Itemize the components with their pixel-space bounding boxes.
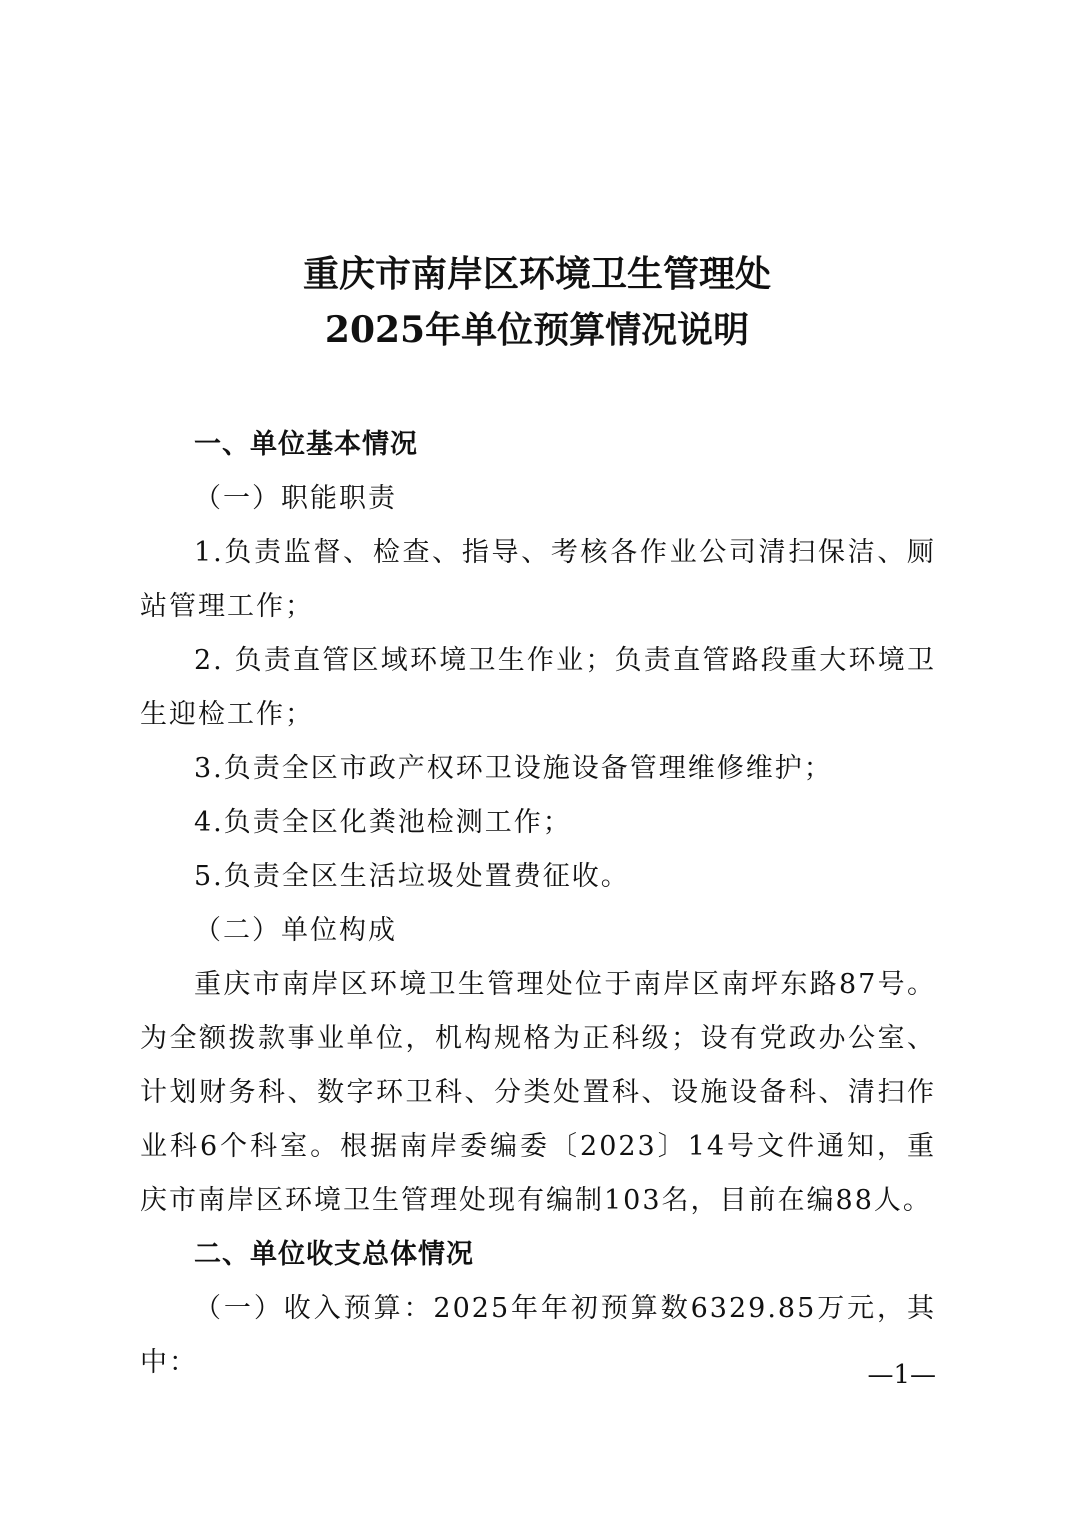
subsection-heading: （二）单位构成 [194, 915, 397, 946]
duty-item: 3.负责全区市政产权环卫设施设备管理维修维护； [194, 753, 833, 784]
body-paragraph: 重庆市南岸区环境卫生管理处位于南岸区南坪东路87号。为全额拨款事业单位，机构规格为正科级；设有党政办公室、计划财务科、数字环卫科、分类处置科、设施设备科、清扫作业科6个科室。根据南岸委编委〔2023〕14号文件通知，重庆市南岸区环境卫生管理处现有编制103名，目前在编88人。 [140, 969, 936, 1216]
section-heading: 一、单位基本情况 [194, 429, 418, 460]
page-number: —1— [867, 1360, 936, 1390]
body-paragraph: （一）收入预算：2025年年初预算数6329.85万元，其中： [140, 1293, 936, 1378]
section-heading: 二、单位收支总体情况 [194, 1239, 474, 1270]
subsection-heading: （一）职能职责 [194, 483, 397, 514]
document-title-line-2: 2025年单位预算情况说明 [324, 309, 750, 351]
duty-item: 1.负责监督、检查、指导、考核各作业公司清扫保洁、厕站管理工作； [140, 537, 936, 622]
duty-item: 5.负责全区生活垃圾处置费征收。 [194, 861, 630, 892]
document-title-line-1: 重庆市南岸区环境卫生管理处 [302, 253, 771, 295]
document-body [140, 418, 936, 1390]
duty-item: 4.负责全区化粪池检测工作； [194, 807, 572, 838]
duty-item: 2. 负责直管区域环境卫生作业；负责直管路段重大环境卫生迎检工作； [140, 645, 936, 730]
